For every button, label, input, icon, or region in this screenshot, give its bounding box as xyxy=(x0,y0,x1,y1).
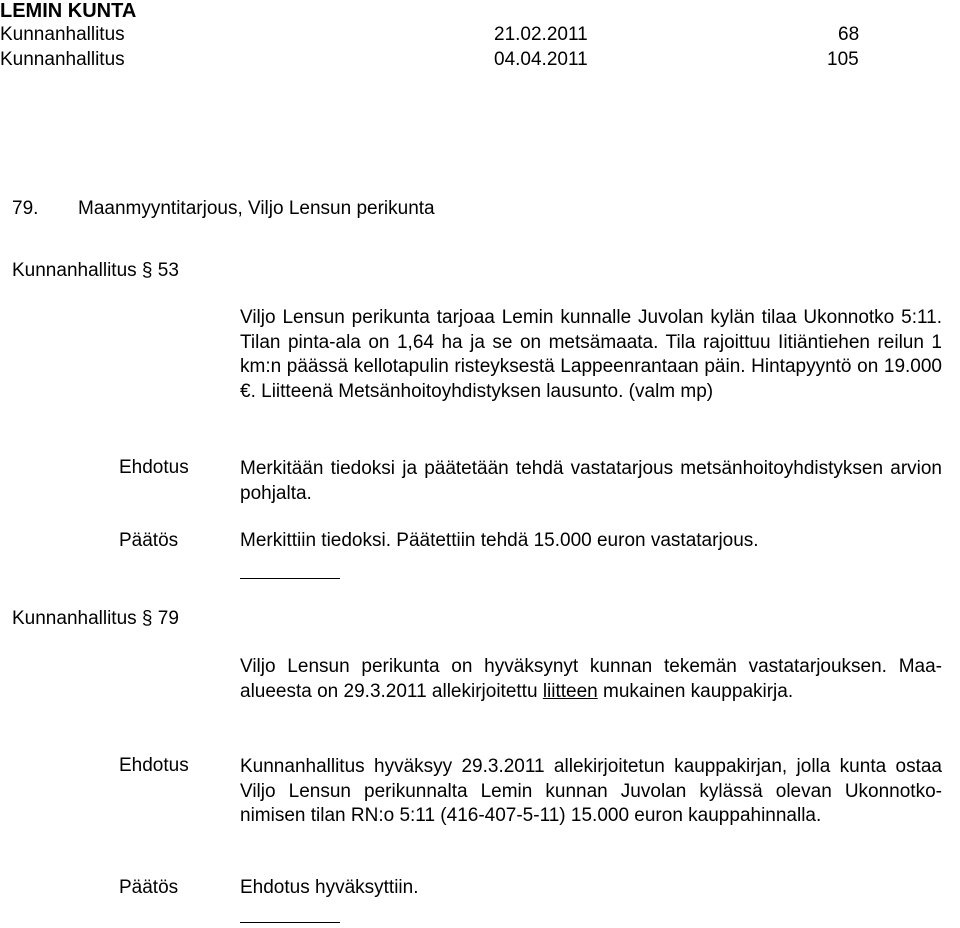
header-page-2: 105 xyxy=(827,49,859,70)
section1-body: Viljo Lensun perikunta tarjoaa Lemin kunnalle Juvolan kylän tilaa Ukonnotko 5:11. Tilan pinta-ala on 1,64 ha ja se on metsämaata. Tila rajoittuu Iitiäntiehen reilun 1 km:n päässä kellotapulin risteyksestä Lappeenrantaan päin. Hintapyyntö on 19.000 €. Liitteenä Metsänhoitoyhdistyksen lausunto. (valm mp) xyxy=(240,307,942,402)
decision-label: Päätös xyxy=(119,530,179,551)
proposal-label: Ehdotus xyxy=(119,457,189,478)
section2-body: Viljo Lensun perikunta on hyväksynyt kunnan tekemän vastatarjouksen. Maa-alueesta on 29.3.2011 allekirjoitettu liitteen mukainen kauppakirja. xyxy=(240,656,942,702)
header-page-1: 68 xyxy=(838,24,860,45)
section-ref: Kunnanhallitus § 79 xyxy=(12,608,179,629)
header-date-1: 21.02.2011 xyxy=(494,24,588,45)
decision-label: Päätös xyxy=(119,877,179,898)
org-name: LEMIN KUNTA xyxy=(0,0,137,22)
attachment-link[interactable]: liitteen xyxy=(542,680,598,702)
section2-decision: Ehdotus hyväksyttiin. xyxy=(240,877,419,898)
header-body-1: Kunnanhallitus xyxy=(0,24,125,45)
divider xyxy=(240,922,340,923)
header-date-2: 04.04.2011 xyxy=(494,49,588,70)
section-ref: Kunnanhallitus § 53 xyxy=(12,260,179,281)
item-number: 79. xyxy=(12,198,39,219)
header-body-2: Kunnanhallitus xyxy=(0,49,125,70)
section1-proposal: Merkitään tiedoksi ja päätetään tehdä vastatarjous metsänhoitoyhdistyksen arvion pohjalta. xyxy=(240,458,942,504)
divider xyxy=(240,578,340,579)
section2-proposal: Kunnanhallitus hyväksyy 29.3.2011 allekirjoitetun kauppakirjan, jolla kunta ostaa Viljo Lensun perikunnalta Lemin kunnan Juvolan kylässä olevan Ukonnotko-nimisen tilan RN:o 5:11 (416-407-5-11) 15.000 euron kauppahinnalla. xyxy=(240,756,942,826)
item-title: Maanmyyntitarjous, Viljo Lensun perikunta xyxy=(78,198,435,219)
proposal-label: Ehdotus xyxy=(119,755,189,776)
section1-decision: Merkittiin tiedoksi. Päätettiin tehdä 15.000 euron vastatarjous. xyxy=(240,530,759,551)
